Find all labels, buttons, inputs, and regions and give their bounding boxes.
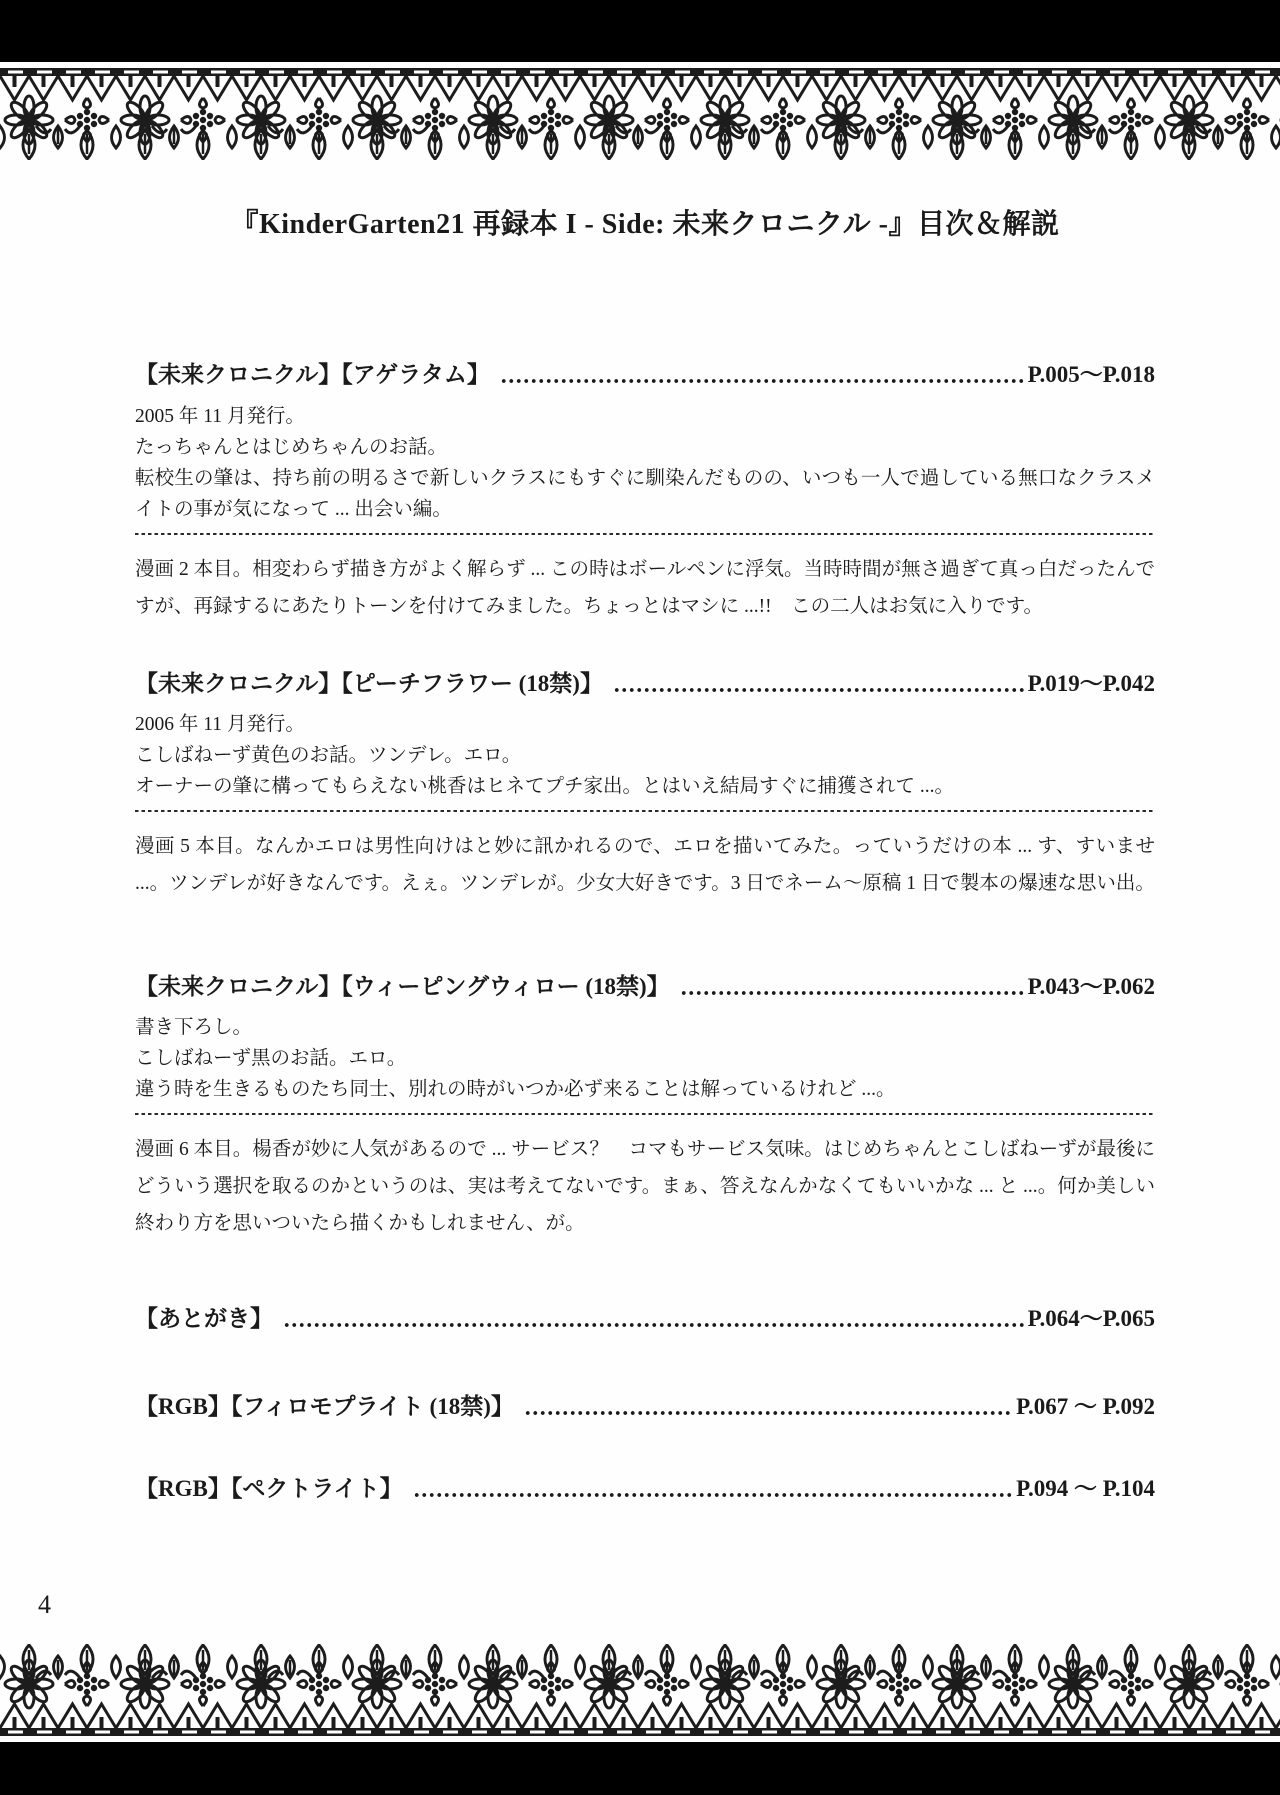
dot-leader <box>500 377 1024 385</box>
toc-content <box>135 160 1155 1504</box>
entry-description-line: 書き下ろし。 <box>135 1017 253 1038</box>
entry-description <box>135 1012 1155 1105</box>
entry-description-line: こしばねーず黄色のお話。ツンデレ。エロ。 <box>135 745 522 766</box>
entry-commentary: 漫画 6 本目。楊香が妙に人気があるので ... サービス？ コマもサービス気味。はじめちゃんとこしばねーずが最後にどういう選択を取るのかというのは、実は考えてないです。まぁ、答えなんかなくてもいいかな ... と ...。何か美しい終わり方を思いついたら描くかもしれません、が。 <box>135 1139 1155 1234</box>
entry-description <box>135 709 1155 802</box>
toc-entry-heading <box>135 669 1155 699</box>
entry-page-range: P.043～P.062 <box>1027 974 1155 999</box>
page-number: 4 <box>38 1590 51 1619</box>
separator-line <box>135 1113 1155 1115</box>
toc-entry-heading <box>135 360 1155 390</box>
entry-page-range: P.019～P.042 <box>1027 671 1155 696</box>
entry-label: 【RGB】【フィロモプライト (18禁)】 <box>135 1394 514 1419</box>
toc-entry-heading <box>135 1474 1155 1504</box>
toc-entry-heading <box>135 1304 1155 1334</box>
lace-border-top <box>0 68 1280 160</box>
entry-label: 【未来クロニクル】【ウィーピングウィロー (18禁)】 <box>135 974 670 999</box>
dot-leader <box>613 686 1024 694</box>
entry-description-line: 2005 年 11 月発行。 <box>135 406 305 427</box>
separator-line <box>135 533 1155 535</box>
entry-label: 【未来クロニクル】【アゲラタム】 <box>135 362 490 387</box>
entry-description <box>135 401 1155 525</box>
entry-label: 【あとがき】 <box>135 1306 273 1331</box>
page-title: 『KinderGarten21 再録本 I - Side: 未来クロニクル -』目次＆解説 <box>230 209 1060 240</box>
entry-description-line: オーナーの肇に構ってもらえない桃香はヒネてプチ家出。とはいえ結局すぐに捕獲されて ...。 <box>135 776 955 797</box>
entry-page-range: P.064～P.065 <box>1027 1306 1155 1331</box>
entry-description-line: 転校生の肇は、持ち前の明るさで新しいクラスにもすぐに馴染んだものの、いつも一人で過している無口なクラスメイトの事が気になって ... 出会い編。 <box>135 468 1155 520</box>
entry-page-range: P.067 ～ P.092 <box>1016 1394 1155 1419</box>
bottom-decoration <box>0 1644 1280 1795</box>
entry-page-range: P.005～P.018 <box>1027 362 1155 387</box>
entry-commentary: 漫画 5 本目。なんかエロは男性向けはと妙に訊かれるので、エロを描いてみた。っていうだけの本 ... す、すいませ ...。ツンデレが好きなんです。えぇ。ツンデレが。少女大好きです。3 日でネーム～原稿 1 日で製本の爆速な思い出。 <box>135 836 1155 894</box>
dot-leader <box>524 1409 1012 1417</box>
entry-label: 【未来クロニクル】【ピーチフラワー (18禁)】 <box>135 671 603 696</box>
dot-leader <box>413 1491 1012 1499</box>
entry-page-range: P.094 ～ P.104 <box>1016 1476 1155 1501</box>
entry-description-line: 違う時を生きるものたち同士、別れの時がいつか必ず来ることは解っているけれど ...。 <box>135 1079 896 1100</box>
dot-leader <box>283 1321 1024 1329</box>
entry-description-line: たっちゃんとはじめちゃんのお話。 <box>135 437 448 458</box>
toc-entry-heading <box>135 1392 1155 1422</box>
entry-description-line: こしばねーず黒のお話。エロ。 <box>135 1048 407 1069</box>
entry-description-line: 2006 年 11 月発行。 <box>135 714 305 735</box>
bottom-black-bar <box>0 1742 1280 1795</box>
entry-label: 【RGB】【ペクトライト】 <box>135 1476 403 1501</box>
entry-commentary: 漫画 2 本目。相変わらず描き方がよく解らず ... この時はボールペンに浮気。当時時間が無さ過ぎて真っ白だったんですが、再録するにあたりトーンを付けてみました。ちょっとはマシに ...!! この二人はお気に入りです。 <box>135 559 1155 617</box>
toc-entry-heading <box>135 972 1155 1002</box>
lace-border-bottom <box>0 1644 1280 1736</box>
dot-leader <box>680 989 1024 997</box>
separator-line <box>135 810 1155 812</box>
top-black-bar <box>0 0 1280 62</box>
